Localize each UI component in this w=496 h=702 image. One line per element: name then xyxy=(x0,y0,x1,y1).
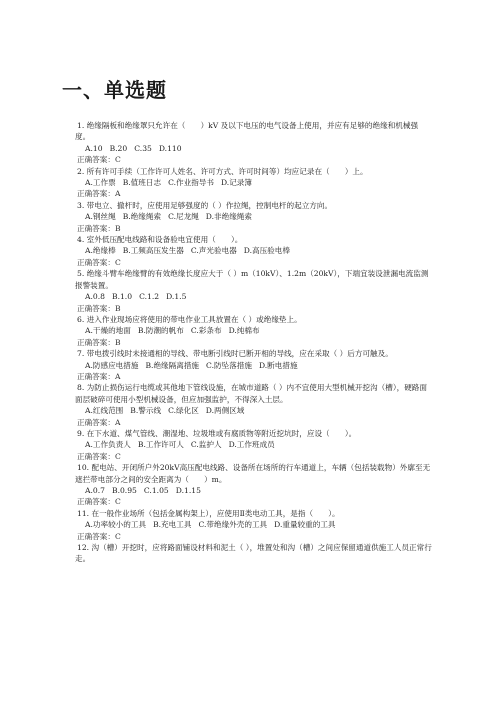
question-text: 7. 带电拨引线时未接通相的导线、带电断引线时已断开相的导线，应在采取（ ）后方可触及。 xyxy=(77,349,393,359)
question-item xyxy=(75,200,433,234)
question-text: 9. 在下水道、煤气管线、潮湿地、垃圾堆或有腐质物等附近挖坑时，应设（ ）。 xyxy=(77,428,357,438)
option: A.红线范围 xyxy=(85,406,124,416)
option: A.0.8 xyxy=(85,292,105,302)
option: C.监护人 xyxy=(190,440,222,450)
question-item xyxy=(75,268,433,314)
option-row xyxy=(75,245,433,256)
option-row xyxy=(75,405,433,416)
option: D.两侧区域 xyxy=(205,406,245,416)
question-text: 6. 进入作业现场应将使用的带电作业工具放置在（ ）或绝缘垫上。 xyxy=(77,314,302,324)
option: D.高压验电棒 xyxy=(243,246,290,256)
question-item xyxy=(75,120,433,166)
option: C.彩条布 xyxy=(190,326,222,336)
section-title: 一、单选题 xyxy=(62,78,167,102)
answer-label: 正确答案：C xyxy=(77,155,121,165)
option: B.工作许可人 xyxy=(137,440,184,450)
answer-label: 正确答案：B xyxy=(77,223,121,233)
option: A.防感应电措施 xyxy=(85,360,139,370)
option: B.工频高压发生器 xyxy=(122,246,184,256)
option-row xyxy=(75,325,433,336)
question-text: 1. 绝缘隔板和绝缘罩只允许在（ ）kV 及以下电压的电气设备上使用，并应有足够的绝缘和机械强度。 xyxy=(75,121,419,142)
option: C.防坠落措施 xyxy=(206,360,252,370)
option: A.工作负责人 xyxy=(85,440,131,450)
option: C.尼龙绳 xyxy=(168,212,199,222)
option: D.110 xyxy=(158,143,182,153)
question-text: 12. 沟（槽）开挖时，应将路面铺设材料和泥土（ ），堆置处和沟（槽）之间应保留通道供施工人员正常行走。 xyxy=(75,543,432,564)
answer-label: 正确答案：A xyxy=(77,189,121,199)
option-row xyxy=(75,360,433,371)
option: C.绿化区 xyxy=(168,406,199,416)
question-text: 5. 绝缘斗臂车绝缘臂的有效绝缘长度应大于（ ）m（10kV）、1.2m（20kV），下端宜装设泄漏电流监测报警装置。 xyxy=(75,269,429,290)
option: A.钢丝绳 xyxy=(85,212,116,222)
option: D.记录簿 xyxy=(220,178,252,188)
option: C.作业指导书 xyxy=(168,178,214,188)
option: D.1.5 xyxy=(166,292,187,302)
option: B.20 xyxy=(109,143,128,153)
option-row xyxy=(75,519,433,530)
option: B.防潮的帆布 xyxy=(137,326,184,336)
question-text: 4. 室外低压配电线路和设备验电宜使用（ ）。 xyxy=(77,235,243,245)
option: B.绝缘隔离措施 xyxy=(145,360,200,370)
option: D.工作班成员 xyxy=(228,440,275,450)
option: C.声光验电器 xyxy=(190,246,237,256)
question-text: 3. 带电立、撤杆时，应使用足够强度的（ ）作拉绳，控制电杆的起立方向。 xyxy=(77,200,333,210)
question-text: 11. 在一般作业场所（包括金属构架上），应使用Ⅱ类电动工具，是指（ ）。 xyxy=(77,508,340,518)
option: C.35 xyxy=(134,143,152,153)
option: A.功率较小的工具 xyxy=(85,520,147,530)
option-row xyxy=(75,485,433,496)
option: B.1.0 xyxy=(111,292,133,302)
option: D.断电措施 xyxy=(258,360,298,370)
option-row xyxy=(75,291,433,302)
question-text: 8. 为防止损伤运行电缆或其他地下管线设施，在城市道路（ ）内不宜使用大型机械开挖沟（槽），硬路面面层破碎可使用小型机械设备，但应加强监护，不得深入土层。 xyxy=(75,383,427,404)
option-row xyxy=(75,143,433,154)
option-row xyxy=(75,439,433,450)
option: A.10 xyxy=(85,143,103,153)
question-item xyxy=(75,166,433,200)
option: C.1.05 xyxy=(143,486,169,495)
question-item xyxy=(75,348,433,382)
option: D.纯棉布 xyxy=(228,326,260,336)
option: A.绝缘棒 xyxy=(85,246,116,256)
option: D.1.15 xyxy=(175,486,201,495)
answer-label: 正确答案：A xyxy=(77,371,121,381)
question-item xyxy=(75,462,433,508)
option: B.绝缘绳索 xyxy=(122,212,162,222)
question-item xyxy=(75,234,433,268)
option: D.重量较重的工具 xyxy=(274,520,336,530)
answer-label: 正确答案：C xyxy=(77,531,121,541)
answer-label: 正确答案：C xyxy=(77,497,121,507)
option: B.警示线 xyxy=(130,406,162,416)
option-row xyxy=(75,211,433,222)
question-text: 10. 配电站、开闭所户外20kV高压配电线路、设备所在场所的行车通道上，车辆（包括装载物）外廓至无遮拦带电部分之间的安全距离为（ ）m。 xyxy=(75,463,431,484)
question-text: 2. 所有许可手续（工作许可人姓名、许可方式、许可时间等）均应记录在（ ）上。 xyxy=(77,166,368,176)
option: D.非绝缘绳索 xyxy=(205,212,252,222)
option: A.0.7 xyxy=(85,486,105,495)
option-row xyxy=(75,177,433,188)
question-item xyxy=(75,542,433,565)
answer-label: 正确答案：C xyxy=(77,257,121,267)
question-item xyxy=(75,382,433,428)
answer-label: 正确答案：A xyxy=(77,417,121,427)
option: A.工作票 xyxy=(85,178,116,188)
question-item xyxy=(75,508,433,542)
question-list xyxy=(75,120,433,565)
question-item xyxy=(75,314,433,348)
option: C.带绝缘外壳的工具 xyxy=(198,520,268,530)
answer-label: 正确答案：B xyxy=(77,303,121,313)
option: B.值班日志 xyxy=(122,178,162,188)
question-item xyxy=(75,428,433,462)
option: C.1.2 xyxy=(139,292,160,302)
option: B.充电工具 xyxy=(153,520,192,530)
option: B.0.95 xyxy=(111,486,137,495)
answer-label: 正确答案：B xyxy=(77,337,121,347)
answer-label: 正确答案：C xyxy=(77,451,121,461)
option: A.干燥的地面 xyxy=(85,326,131,336)
